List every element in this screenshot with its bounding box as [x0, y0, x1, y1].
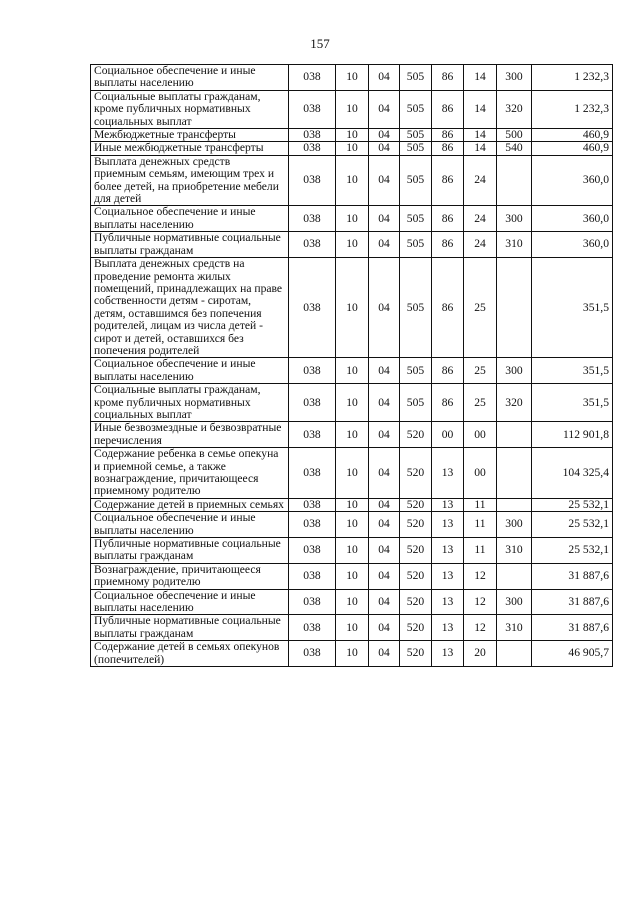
table-row — [91, 65, 613, 91]
section-code-cell: 10 — [336, 206, 369, 232]
ministry-code-cell: 038 — [289, 538, 336, 564]
target-article-item-cell: 25 — [464, 358, 497, 384]
subsection-code-cell: 04 — [369, 589, 400, 615]
table-row — [91, 232, 613, 258]
amount-cell: 31 887,6 — [532, 589, 613, 615]
target-article-program-cell: 520 — [400, 589, 432, 615]
section-code-cell: 10 — [336, 65, 369, 91]
expense-name-cell: Содержание ребенка в семье опекуна и приемной семье, а также вознаграждение, причитающееся приемному родителю — [91, 448, 289, 499]
expense-name-cell: Публичные нормативные социальные выплаты гражданам — [91, 615, 289, 641]
section-code-cell: 10 — [336, 589, 369, 615]
section-code-cell: 10 — [336, 448, 369, 499]
expense-name-cell: Публичные нормативные социальные выплаты гражданам — [91, 232, 289, 258]
ministry-code-cell: 038 — [289, 615, 336, 641]
target-article-item-cell: 14 — [464, 142, 497, 155]
table-row — [91, 206, 613, 232]
subsection-code-cell: 04 — [369, 615, 400, 641]
section-code-cell: 10 — [336, 512, 369, 538]
section-code-cell: 10 — [336, 641, 369, 667]
expense-name-cell: Содержание детей в семьях опекунов (попечителей) — [91, 641, 289, 667]
expense-type-cell: 310 — [497, 538, 532, 564]
table-row — [91, 384, 613, 422]
target-article-subprogram-cell: 13 — [432, 641, 464, 667]
subsection-code-cell: 04 — [369, 498, 400, 511]
section-code-cell: 10 — [336, 129, 369, 142]
ministry-code-cell: 038 — [289, 384, 336, 422]
subsection-code-cell: 04 — [369, 448, 400, 499]
target-article-subprogram-cell: 86 — [432, 142, 464, 155]
subsection-code-cell: 04 — [369, 90, 400, 128]
amount-cell: 31 887,6 — [532, 615, 613, 641]
amount-cell: 360,0 — [532, 232, 613, 258]
ministry-code-cell: 038 — [289, 258, 336, 358]
amount-cell: 1 232,3 — [532, 90, 613, 128]
ministry-code-cell: 038 — [289, 232, 336, 258]
target-article-program-cell: 505 — [400, 206, 432, 232]
expense-type-cell — [497, 258, 532, 358]
expense-name-cell: Социальное обеспечение и иные выплаты населению — [91, 358, 289, 384]
target-article-program-cell: 520 — [400, 512, 432, 538]
expense-type-cell — [497, 448, 532, 499]
expense-name-cell: Социальные выплаты гражданам, кроме публичных нормативных социальных выплат — [91, 384, 289, 422]
target-article-item-cell: 20 — [464, 641, 497, 667]
target-article-item-cell: 12 — [464, 563, 497, 589]
amount-cell: 1 232,3 — [532, 65, 613, 91]
section-code-cell: 10 — [336, 142, 369, 155]
target-article-item-cell: 12 — [464, 615, 497, 641]
table-row — [91, 422, 613, 448]
expense-type-cell — [497, 563, 532, 589]
expense-name-cell: Социальное обеспечение и иные выплаты населению — [91, 512, 289, 538]
expense-name-cell: Социальное обеспечение и иные выплаты населению — [91, 589, 289, 615]
target-article-program-cell: 505 — [400, 155, 432, 206]
target-article-subprogram-cell: 13 — [432, 563, 464, 589]
target-article-subprogram-cell: 86 — [432, 206, 464, 232]
amount-cell: 46 905,7 — [532, 641, 613, 667]
ministry-code-cell: 038 — [289, 90, 336, 128]
target-article-item-cell: 11 — [464, 512, 497, 538]
expense-type-cell — [497, 422, 532, 448]
expense-type-cell: 320 — [497, 384, 532, 422]
subsection-code-cell: 04 — [369, 538, 400, 564]
target-article-item-cell: 11 — [464, 498, 497, 511]
amount-cell: 351,5 — [532, 384, 613, 422]
table-row — [91, 90, 613, 128]
target-article-subprogram-cell: 86 — [432, 232, 464, 258]
expense-type-cell: 310 — [497, 615, 532, 641]
ministry-code-cell: 038 — [289, 512, 336, 538]
section-code-cell: 10 — [336, 90, 369, 128]
section-code-cell: 10 — [336, 498, 369, 511]
subsection-code-cell: 04 — [369, 258, 400, 358]
ministry-code-cell: 038 — [289, 641, 336, 667]
target-article-program-cell: 505 — [400, 90, 432, 128]
target-article-program-cell: 520 — [400, 615, 432, 641]
expense-name-cell: Выплата денежных средств на проведение ремонта жилых помещений, принадлежащих на праве собственности детям - сиротам, детям, оставшимся без попечения родителей, лицам из числа детей - сирот и детей, оставшихся без попечения родителей — [91, 258, 289, 358]
page-number: 157 — [310, 36, 330, 51]
target-article-item-cell: 00 — [464, 422, 497, 448]
table-row — [91, 142, 613, 155]
target-article-program-cell: 505 — [400, 358, 432, 384]
target-article-subprogram-cell: 86 — [432, 129, 464, 142]
table-row — [91, 155, 613, 206]
target-article-subprogram-cell: 13 — [432, 512, 464, 538]
subsection-code-cell: 04 — [369, 512, 400, 538]
amount-cell: 31 887,6 — [532, 563, 613, 589]
subsection-code-cell: 04 — [369, 384, 400, 422]
expense-type-cell: 300 — [497, 358, 532, 384]
subsection-code-cell: 04 — [369, 358, 400, 384]
target-article-item-cell: 25 — [464, 258, 497, 358]
table-row — [91, 589, 613, 615]
target-article-item-cell: 24 — [464, 155, 497, 206]
subsection-code-cell: 04 — [369, 422, 400, 448]
table-row — [91, 615, 613, 641]
target-article-program-cell: 520 — [400, 422, 432, 448]
ministry-code-cell: 038 — [289, 358, 336, 384]
amount-cell: 104 325,4 — [532, 448, 613, 499]
ministry-code-cell: 038 — [289, 129, 336, 142]
ministry-code-cell: 038 — [289, 448, 336, 499]
subsection-code-cell: 04 — [369, 129, 400, 142]
table-row — [91, 498, 613, 511]
expense-name-cell: Выплата денежных средств приемным семьям, имеющим трех и более детей, на приобретение мебели для детей — [91, 155, 289, 206]
expense-name-cell: Социальные выплаты гражданам, кроме публичных нормативных социальных выплат — [91, 90, 289, 128]
target-article-program-cell: 520 — [400, 641, 432, 667]
table-row — [91, 129, 613, 142]
target-article-item-cell: 24 — [464, 232, 497, 258]
ministry-code-cell: 038 — [289, 422, 336, 448]
target-article-program-cell: 505 — [400, 258, 432, 358]
expense-type-cell: 300 — [497, 512, 532, 538]
target-article-subprogram-cell: 86 — [432, 65, 464, 91]
table-row — [91, 538, 613, 564]
subsection-code-cell: 04 — [369, 232, 400, 258]
expense-type-cell — [497, 498, 532, 511]
amount-cell: 112 901,8 — [532, 422, 613, 448]
section-code-cell: 10 — [336, 615, 369, 641]
table-row — [91, 358, 613, 384]
expense-type-cell: 500 — [497, 129, 532, 142]
amount-cell: 360,0 — [532, 155, 613, 206]
table-row — [91, 258, 613, 358]
table-row — [91, 448, 613, 499]
target-article-item-cell: 24 — [464, 206, 497, 232]
section-code-cell: 10 — [336, 563, 369, 589]
target-article-program-cell: 520 — [400, 448, 432, 499]
target-article-subprogram-cell: 13 — [432, 538, 464, 564]
target-article-program-cell: 505 — [400, 142, 432, 155]
subsection-code-cell: 04 — [369, 155, 400, 206]
subsection-code-cell: 04 — [369, 142, 400, 155]
ministry-code-cell: 038 — [289, 65, 336, 91]
expense-type-cell: 300 — [497, 206, 532, 232]
section-code-cell: 10 — [336, 384, 369, 422]
target-article-program-cell: 505 — [400, 384, 432, 422]
target-article-item-cell: 12 — [464, 589, 497, 615]
expense-type-cell: 300 — [497, 589, 532, 615]
table-row — [91, 641, 613, 667]
target-article-subprogram-cell: 13 — [432, 498, 464, 511]
subsection-code-cell: 04 — [369, 206, 400, 232]
amount-cell: 360,0 — [532, 206, 613, 232]
expense-name-cell: Иные межбюджетные трансферты — [91, 142, 289, 155]
target-article-item-cell: 14 — [464, 90, 497, 128]
target-article-subprogram-cell: 86 — [432, 384, 464, 422]
ministry-code-cell: 038 — [289, 563, 336, 589]
section-code-cell: 10 — [336, 155, 369, 206]
target-article-program-cell: 505 — [400, 65, 432, 91]
expense-name-cell: Вознаграждение, причитающееся приемному родителю — [91, 563, 289, 589]
expense-type-cell — [497, 641, 532, 667]
section-code-cell: 10 — [336, 258, 369, 358]
ministry-code-cell: 038 — [289, 142, 336, 155]
target-article-subprogram-cell: 13 — [432, 615, 464, 641]
expense-type-cell: 320 — [497, 90, 532, 128]
amount-cell: 25 532,1 — [532, 498, 613, 511]
target-article-program-cell: 520 — [400, 498, 432, 511]
section-code-cell: 10 — [336, 358, 369, 384]
amount-cell: 460,9 — [532, 142, 613, 155]
amount-cell: 460,9 — [532, 129, 613, 142]
section-code-cell: 10 — [336, 538, 369, 564]
target-article-program-cell: 505 — [400, 129, 432, 142]
section-code-cell: 10 — [336, 422, 369, 448]
ministry-code-cell: 038 — [289, 206, 336, 232]
subsection-code-cell: 04 — [369, 65, 400, 91]
target-article-subprogram-cell: 86 — [432, 258, 464, 358]
target-article-item-cell: 14 — [464, 129, 497, 142]
expense-type-cell: 310 — [497, 232, 532, 258]
expense-name-cell: Иные безвозмездные и безвозвратные перечисления — [91, 422, 289, 448]
target-article-program-cell: 520 — [400, 563, 432, 589]
amount-cell: 25 532,1 — [532, 538, 613, 564]
target-article-item-cell: 00 — [464, 448, 497, 499]
expense-name-cell: Содержание детей в приемных семьях — [91, 498, 289, 511]
expense-type-cell — [497, 155, 532, 206]
expense-type-cell: 300 — [497, 65, 532, 91]
expense-name-cell: Социальное обеспечение и иные выплаты населению — [91, 206, 289, 232]
table-body — [91, 65, 613, 667]
expense-name-cell: Социальное обеспечение и иные выплаты населению — [91, 65, 289, 91]
expense-name-cell: Межбюджетные трансферты — [91, 129, 289, 142]
expense-name-cell: Публичные нормативные социальные выплаты гражданам — [91, 538, 289, 564]
target-article-program-cell: 505 — [400, 232, 432, 258]
target-article-program-cell: 520 — [400, 538, 432, 564]
ministry-code-cell: 038 — [289, 589, 336, 615]
target-article-subprogram-cell: 13 — [432, 589, 464, 615]
ministry-code-cell: 038 — [289, 498, 336, 511]
table-row — [91, 512, 613, 538]
target-article-subprogram-cell: 13 — [432, 448, 464, 499]
expense-type-cell: 540 — [497, 142, 532, 155]
target-article-item-cell: 11 — [464, 538, 497, 564]
target-article-subprogram-cell: 86 — [432, 90, 464, 128]
target-article-subprogram-cell: 86 — [432, 155, 464, 206]
amount-cell: 351,5 — [532, 258, 613, 358]
amount-cell: 351,5 — [532, 358, 613, 384]
target-article-subprogram-cell: 00 — [432, 422, 464, 448]
subsection-code-cell: 04 — [369, 641, 400, 667]
amount-cell: 25 532,1 — [532, 512, 613, 538]
budget-table — [90, 64, 613, 667]
section-code-cell: 10 — [336, 232, 369, 258]
target-article-item-cell: 14 — [464, 65, 497, 91]
ministry-code-cell: 038 — [289, 155, 336, 206]
target-article-item-cell: 25 — [464, 384, 497, 422]
target-article-subprogram-cell: 86 — [432, 358, 464, 384]
table-row — [91, 563, 613, 589]
subsection-code-cell: 04 — [369, 563, 400, 589]
